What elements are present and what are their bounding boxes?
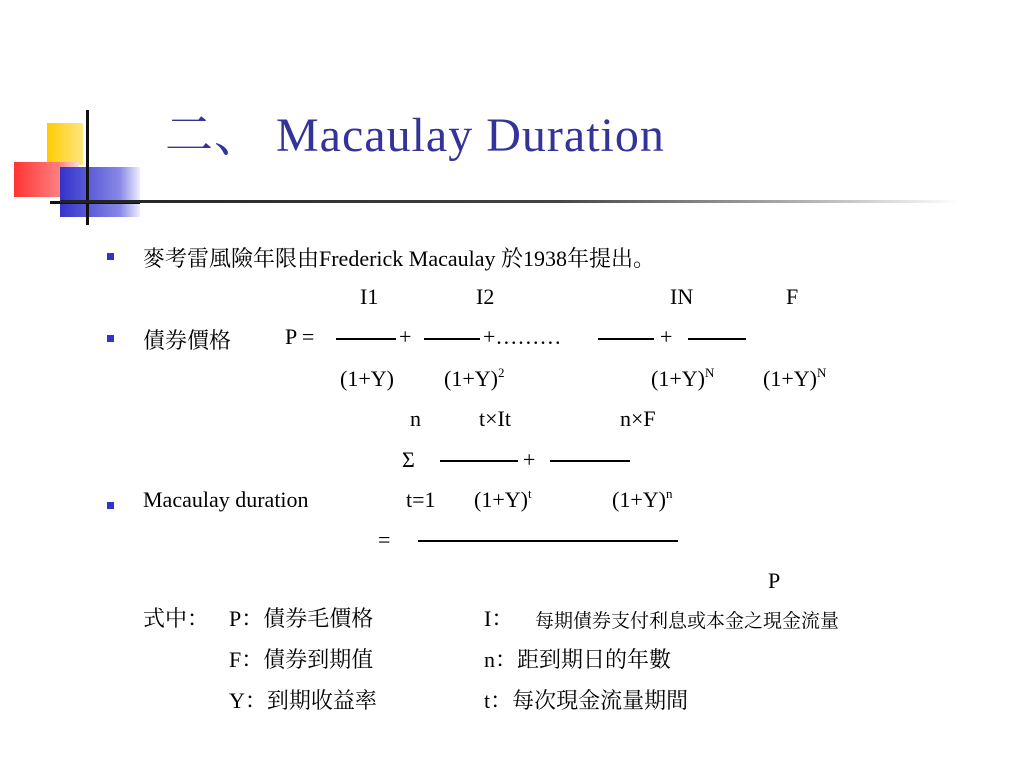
numerator-i1: I1 xyxy=(360,284,379,309)
price-lhs: P = xyxy=(285,324,315,349)
sum-lower-limit: t=1 xyxy=(406,487,436,512)
denominator-f: $(1+Y)^N$ xyxy=(763,365,827,391)
bullet-marker xyxy=(107,335,114,342)
bullet-marker xyxy=(107,253,114,260)
plus-sign: + xyxy=(523,447,536,472)
sum-upper-limit: n xyxy=(410,406,421,431)
denominator-2: $(1+Y)^2$ xyxy=(444,365,505,391)
fraction-bar xyxy=(424,338,480,340)
plus-ellipsis: +……… xyxy=(483,324,562,349)
bullet-marker xyxy=(107,502,114,509)
sigma-symbol: Σ xyxy=(402,447,415,472)
price-label: 債券價格 xyxy=(143,328,254,353)
bullet-text-intro: 麥考雷風險年限由Frederick Macaulay 於1938年提出。 xyxy=(143,246,656,271)
legend-prefix: 式中： xyxy=(143,606,210,631)
fraction-bar xyxy=(336,338,396,340)
duration-denominator-p: P xyxy=(768,568,781,593)
plus-sign: + xyxy=(660,324,673,349)
fraction-bar xyxy=(550,460,630,462)
main-fraction-bar xyxy=(418,540,678,542)
title-divider xyxy=(60,200,960,203)
fraction-bar xyxy=(440,460,518,462)
legend-i-label: I： xyxy=(484,606,514,631)
legend-i: 每期債券支付利息或本金之現金流量 xyxy=(535,611,840,632)
plus-sign: + xyxy=(399,324,412,349)
legend-y: Y：到期收益率 xyxy=(229,688,377,713)
fraction-bar xyxy=(598,338,654,340)
legend-p: P：債券毛價格 xyxy=(229,606,374,631)
legend-t: t：每次現金流量期間 xyxy=(484,688,689,713)
legend-f: F：債券到期值 xyxy=(229,647,374,672)
logo-decoration xyxy=(0,105,150,230)
logo-yellow-square xyxy=(47,123,83,165)
slide-title: 二、 Macaulay Duration xyxy=(165,109,665,162)
duration-label: Macaulay duration xyxy=(143,487,309,512)
numerator-f: F xyxy=(786,284,799,309)
logo-blue-square xyxy=(60,167,140,217)
duration-equals: = xyxy=(378,527,391,552)
fraction-bar xyxy=(688,338,746,340)
numerator-in: IN xyxy=(670,284,694,309)
duration-denominator-2: $(1+Y)^n$ xyxy=(612,486,673,512)
duration-numerator-2: n×F xyxy=(620,406,656,431)
denominator-1: (1+Y) xyxy=(340,366,394,391)
duration-numerator-1: t×It xyxy=(479,406,511,431)
legend-n: n：距到期日的年數 xyxy=(484,647,672,672)
numerator-i2: I2 xyxy=(476,284,495,309)
duration-denominator-1: $(1+Y)^t$ xyxy=(474,486,532,512)
denominator-n: $(1+Y)^N$ xyxy=(651,365,715,391)
